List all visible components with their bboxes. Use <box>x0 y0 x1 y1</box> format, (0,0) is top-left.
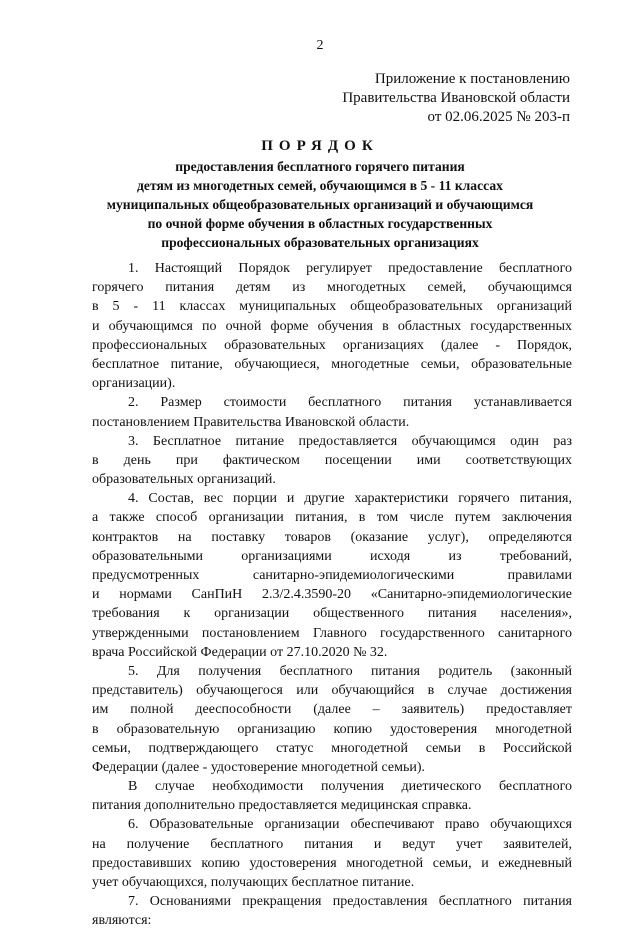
body-line: врача Российской Федерации от 27.10.2020 № 32. <box>92 644 388 660</box>
body-line: организации). <box>92 376 176 392</box>
body-line: и нормами СанПиН 2.3/2.4.3590-20 «Санитарно-эпидемиологические <box>92 587 572 603</box>
body-line: горячего питания детям из многодетных семей, обучающимся <box>92 280 572 296</box>
appendix-line: от 02.06.2025 № 203-п <box>427 109 570 125</box>
body-line: 5. Для получения бесплатного питания родитель (законный <box>128 663 572 679</box>
body-line: а также способ организации питания, в том числе путем заключения <box>92 510 572 526</box>
body-line: 4. Состав, вес порции и другие характеристики горячего питания, <box>128 491 572 507</box>
body-line: предусмотренных санитарно-эпидемиологическими правилами <box>92 568 572 583</box>
appendix-line: Правительства Ивановской области <box>342 90 570 106</box>
body-line: 1. Настоящий Порядок регулирует предоставление бесплатного <box>128 261 572 276</box>
body-line: постановлением Правительства Ивановской области. <box>92 414 410 430</box>
appendix-line: Приложение к постановлению <box>374 71 570 87</box>
document-body <box>92 259 572 931</box>
body-line: являются: <box>92 913 152 929</box>
body-line: им полной дееспособности (далее – заявитель) предоставляет <box>92 702 572 718</box>
body-line: утвержденными постановлением Главного государственного санитарного <box>92 625 572 641</box>
body-line: питания дополнительно предоставляется медицинская справка. <box>92 798 472 814</box>
body-line: представитель) обучающегося или обучающийся в случае достижения <box>92 683 572 699</box>
body-line: в день при фактическом посещении ими соответствующих <box>92 452 572 468</box>
subtitle-line: профессиональных образовательных организациях <box>161 235 479 250</box>
document-subtitle <box>0 157 640 252</box>
subtitle-line: предоставления бесплатного горячего питания <box>175 159 465 174</box>
body-line: семьи, подтверждающего статус многодетной семьи в Российской <box>92 740 572 756</box>
body-line: профессиональных образовательных организациях (далее - Порядок, <box>92 337 572 353</box>
body-line: на получение бесплатного питания и ведут учет заявителей, <box>92 836 572 852</box>
body-line: в 5 - 11 классах муниципальных общеобразовательных организаций <box>92 299 572 315</box>
page-number: 2 <box>316 38 324 53</box>
body-line: 6. Образовательные организации обеспечивают право обучающихся <box>128 817 572 833</box>
body-line: 2. Размер стоимости бесплатного питания устанавливается <box>128 395 572 411</box>
body-line: В случае необходимости получения диетического бесплатного <box>128 779 572 795</box>
body-line: образовательных организаций. <box>92 472 276 488</box>
body-line: и обучающимся по очной форме обучения в областных государственных <box>92 318 572 334</box>
subtitle-line: муниципальных общеобразовательных организаций и обучающимся <box>106 197 534 212</box>
subtitle-line: детям из многодетных семей, обучающимся в 5 - 11 классах <box>137 178 503 193</box>
document-title: ПОРЯДОК <box>261 138 379 154</box>
body-line: в образовательную организацию копию удостоверения многодетной <box>92 721 572 737</box>
body-line: требования к организации общественного питания населения», <box>92 606 572 622</box>
appendix-note <box>342 70 570 127</box>
body-line: Федерации (далее - удостоверение многодетной семьи). <box>92 759 425 775</box>
body-line: образовательными организациями исходя из требований, <box>92 548 572 564</box>
body-line: учет обучающихся, получающих бесплатное питание. <box>92 875 415 890</box>
body-line: предоставивших копию удостоверения многодетной семьи, и ежедневный <box>92 855 572 871</box>
subtitle-line: по очной форме обучения в областных государственных <box>147 216 493 231</box>
body-line: 7. Основаниями прекращения предоставления бесплатного питания <box>128 894 572 910</box>
body-line: 3. Бесплатное питание предоставляется обучающимся один раз <box>128 433 572 449</box>
body-line: контрактов на поставку товаров (оказание услуг), определяются <box>92 529 572 545</box>
body-line: бесплатное питание, обучающиеся, многодетные семьи, образовательные <box>92 356 572 372</box>
